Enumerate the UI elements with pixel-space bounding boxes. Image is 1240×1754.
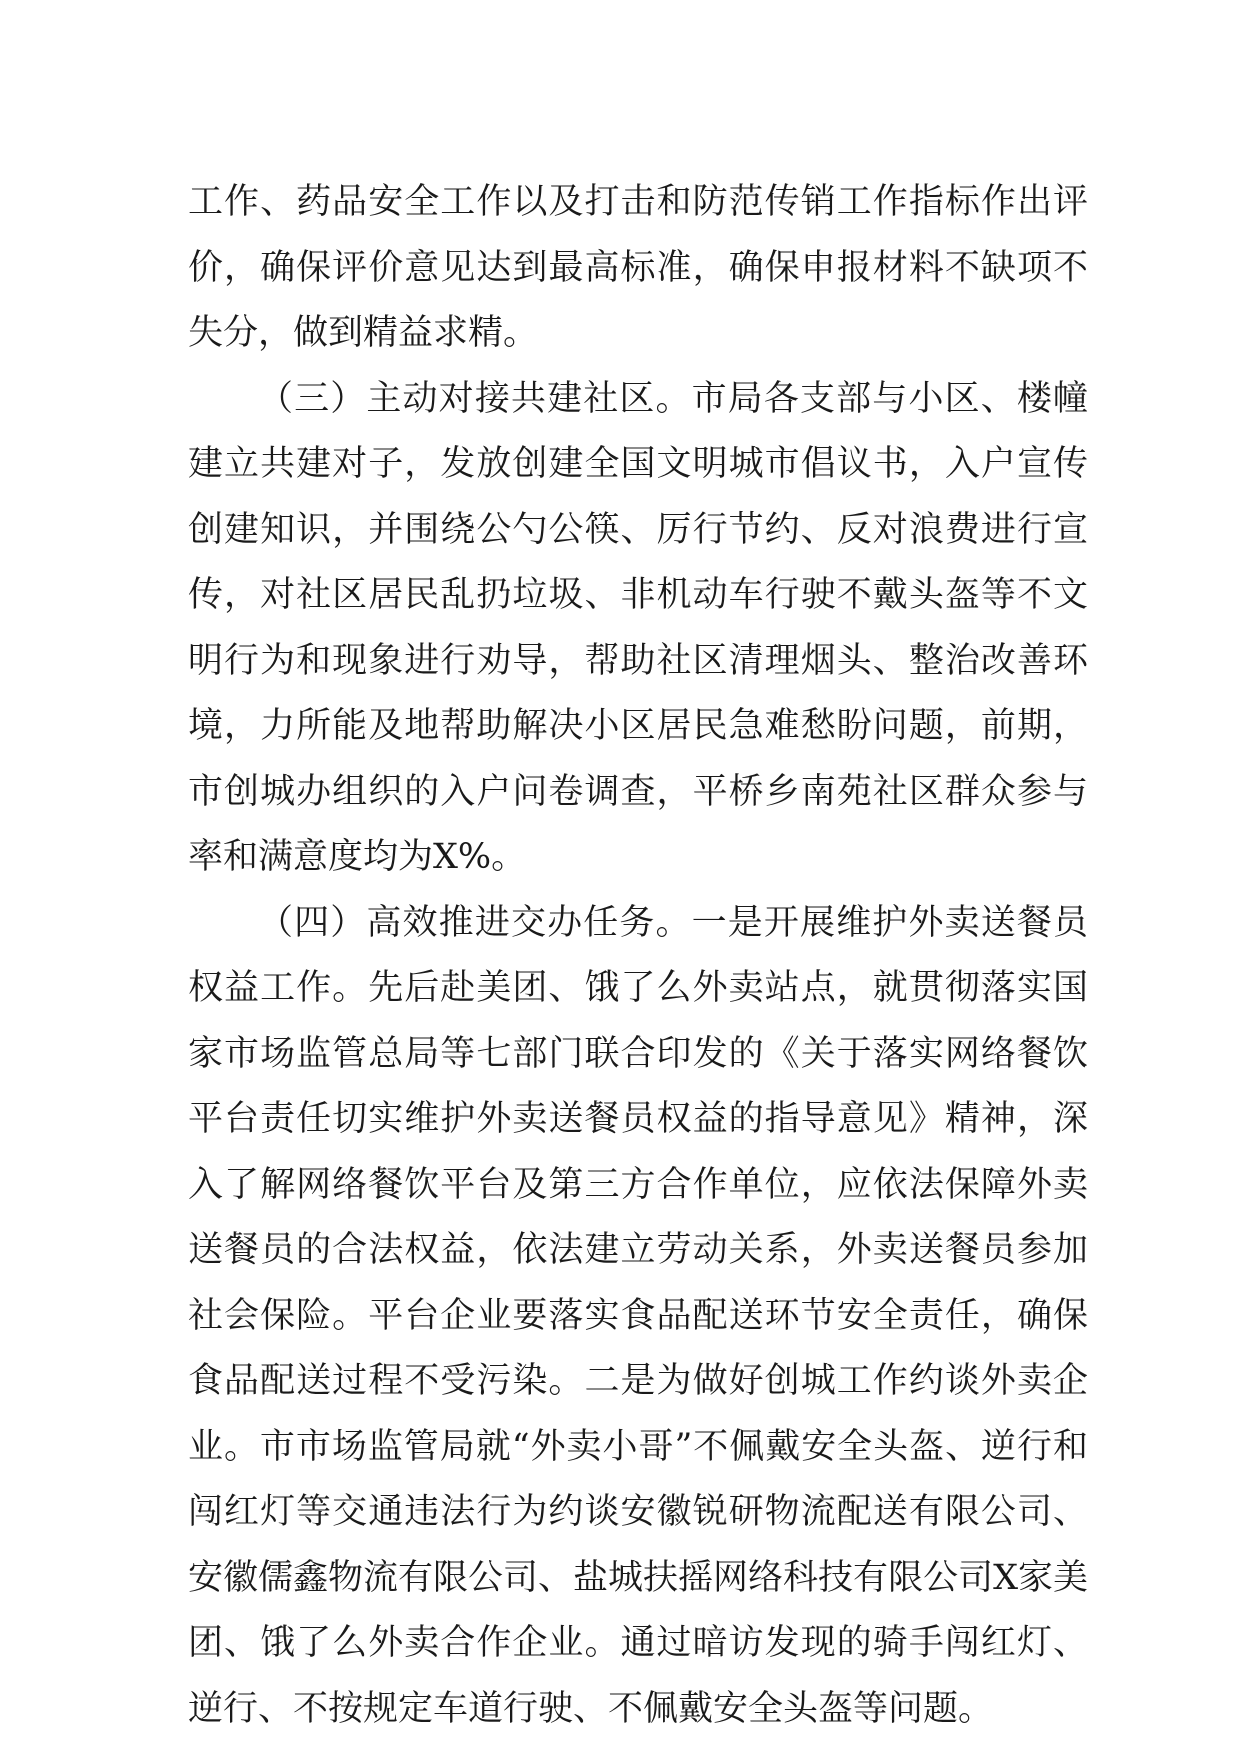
paragraph-continuation: 工作、药品安全工作以及打击和防范传销工作指标作出评价，确保评价意见达到最高标准，确保申报材料不缺项不失分，做到精益求精。 (188, 182, 1088, 353)
paragraph-section-four: （四）高效推进交办任务。一是开展维护外卖送餐员权益工作。先后赴美团、饿了么外卖站点，就贯彻落实国家市场监管总局等七部门联合印发的《关于落实网络餐饮平台责任切实维护外卖送餐员权益的指导意见》精神，深入了解网络餐饮平台及第三方合作单位，应依法保障外卖送餐员的合法权益，依法建立劳动关系，外卖送餐员参加社会保险。平台企业要落实食品配送环节安全责任，确保食品配送过程不受污染。二是为做好创城工作约谈外卖企业。市市场监管局就“外卖小哥”不佩戴安全头盔、逆行和闯红灯等交通违法行为约谈安徽锐研物流配送有限公司、安徽儒鑫物流有限公司、盐城扶摇网络科技有限公司X家美团、饿了么外卖合作企业。通过暗访发现的骑手闯红灯、逆行、不按规定车道行驶、不佩戴安全头盔等问题。 (188, 902, 1088, 1729)
body-text (188, 170, 1088, 1742)
paragraph-section-three: （三）主动对接共建社区。市局各支部与小区、楼幢建立共建对子，发放创建全国文明城市倡议书，入户宣传创建知识，并围绕公勺公筷、厉行节约、反对浪费进行宣传，对社区居民乱扔垃圾、非机动车行驶不戴头盔等不文明行为和现象进行劝导，帮助社区清理烟头、整治改善环境，力所能及地帮助解决小区居民急难愁盼问题，前期，市创城办组织的入户问卷调查，平桥乡南苑社区群众参与率和满意度均为X%。 (188, 378, 1088, 877)
